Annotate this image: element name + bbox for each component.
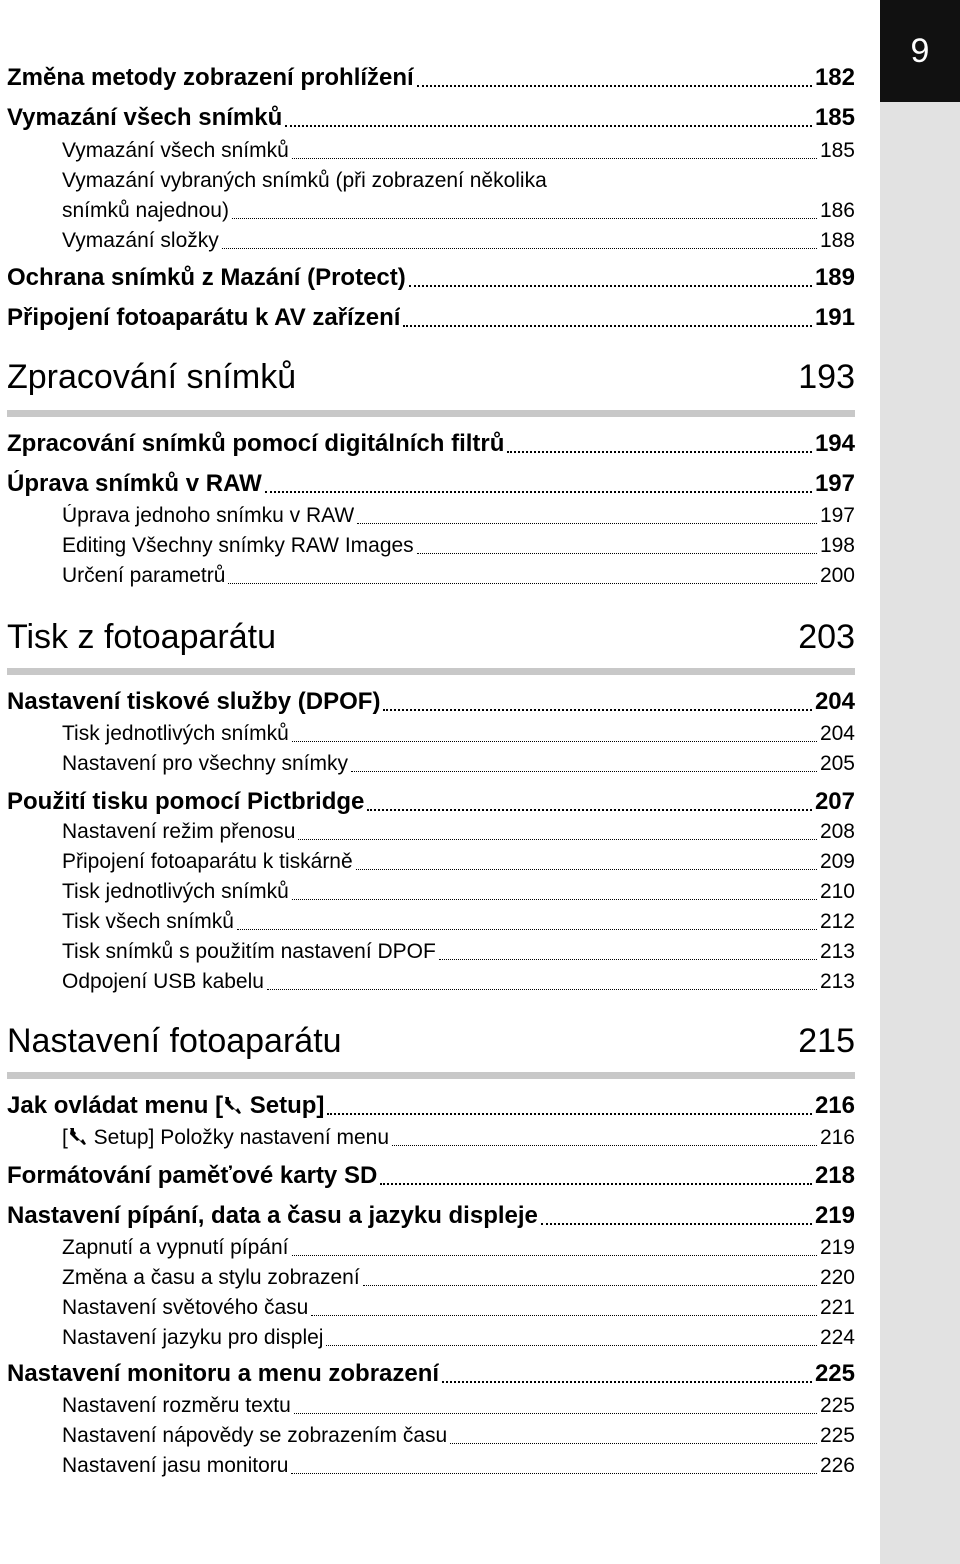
page-number: 225 — [819, 1424, 855, 1447]
page-number: 213 — [819, 940, 855, 963]
page-number: 204 — [814, 688, 855, 715]
dot-leader — [291, 1473, 817, 1474]
toc-entry-title — [62, 1394, 291, 1418]
toc-entry[interactable] — [7, 1424, 855, 1448]
dot-leader — [409, 285, 812, 287]
dot-leader — [292, 158, 817, 159]
section-divider — [7, 410, 855, 417]
toc-entry-text: Tisk snímků s použitím nastavení DPOF — [62, 940, 436, 963]
page-number: 216 — [814, 1092, 855, 1119]
page-number: 209 — [819, 850, 855, 873]
toc-entry-text: Nastavení fotoaparátu — [7, 1022, 342, 1060]
toc-entry-title — [62, 1454, 288, 1478]
chapter-side-strip — [880, 0, 960, 1564]
chapter-heading[interactable] — [7, 358, 855, 397]
page-number: 182 — [814, 64, 855, 91]
toc-entry-text: Jak ovládat menu [ — [7, 1092, 224, 1119]
toc-entry-title — [7, 618, 276, 657]
toc-entry[interactable] — [7, 169, 855, 193]
toc-entry-text: Zapnutí a vypnutí pípání — [62, 1236, 289, 1259]
page-number: 188 — [819, 229, 855, 252]
dot-leader — [298, 839, 817, 840]
toc-entry[interactable] — [7, 199, 855, 223]
toc-entry-title — [7, 1202, 538, 1230]
toc-entry-title — [62, 1266, 360, 1290]
toc-entry-title — [7, 264, 406, 292]
toc-entry-title — [62, 850, 353, 874]
toc-entry-title — [7, 788, 364, 816]
toc-entry-title — [62, 1296, 308, 1320]
dot-leader — [294, 1413, 817, 1414]
page-number: 193 — [798, 358, 855, 396]
chapter-tab — [880, 0, 960, 102]
toc-entry[interactable] — [7, 970, 855, 994]
dot-leader — [285, 125, 812, 127]
toc-entry[interactable] — [7, 139, 855, 163]
toc-entry-title — [7, 1022, 342, 1061]
chapter-number: 9 — [910, 31, 930, 70]
toc-entry-text: Nastavení pro všechny snímky — [62, 752, 348, 775]
page-number: 212 — [819, 910, 855, 933]
toc-entry-text: Vymazání všech snímků — [62, 139, 289, 162]
dot-leader — [356, 869, 817, 870]
toc-entry-text: Odpojení USB kabelu — [62, 970, 264, 993]
dot-leader — [357, 523, 817, 524]
toc-entry-text: Nastavení světového času — [62, 1296, 309, 1319]
toc-entry[interactable] — [7, 264, 855, 292]
toc-entry-title — [7, 304, 400, 332]
dot-leader — [417, 85, 812, 87]
toc-entry[interactable] — [7, 564, 855, 588]
page-number: 213 — [819, 970, 855, 993]
toc-entry[interactable] — [7, 104, 855, 132]
toc-entry-title — [62, 1424, 447, 1448]
toc-entry-text: snímků najednou) — [62, 199, 229, 222]
dot-leader — [367, 809, 812, 811]
toc-entry[interactable] — [7, 880, 855, 904]
toc-entry-text: Formátování paměťové karty SD — [7, 1162, 378, 1189]
toc-entry-text: Úprava jednoho snímku v RAW — [62, 504, 355, 527]
section-divider — [7, 668, 855, 675]
toc-entry[interactable] — [7, 64, 855, 92]
dot-leader — [232, 218, 817, 219]
toc-entry-text: Nastavení rozměru textu — [62, 1394, 291, 1417]
page-number: 189 — [814, 264, 855, 291]
page-number: 207 — [814, 788, 855, 815]
wrench-icon — [223, 1095, 243, 1115]
toc-entry-title — [7, 430, 504, 458]
page-number: 205 — [819, 752, 855, 775]
toc-entry-text: Nastavení jasu monitoru — [62, 1454, 289, 1477]
page-number: 200 — [819, 564, 855, 587]
toc-entry-text-after: Setup] — [243, 1092, 325, 1119]
dot-leader — [507, 451, 812, 453]
toc-entry-text: Použití tisku pomocí Pictbridge — [7, 788, 365, 815]
page-number: 220 — [819, 1266, 855, 1289]
page-number: 218 — [814, 1162, 855, 1189]
toc-entry-text: Nastavení pípání, data a času a jazyku displeje — [7, 1202, 538, 1229]
toc-entry-title — [62, 199, 229, 223]
page-number: 194 — [814, 430, 855, 457]
page-number: 224 — [819, 1326, 855, 1349]
toc-entry-text: Vymazání složky — [62, 229, 219, 252]
toc-entry-title — [62, 1326, 323, 1350]
toc-entry-title — [62, 970, 264, 994]
toc-entry-title — [62, 722, 289, 746]
page-number: 191 — [814, 304, 855, 331]
toc-entry[interactable] — [7, 1326, 855, 1350]
toc-entry-title — [62, 169, 547, 193]
dot-leader — [292, 1255, 817, 1256]
toc-entry-text: Připojení fotoaparátu k tiskárně — [62, 850, 353, 873]
toc-entry-text: Editing Všechny snímky RAW Images — [62, 534, 414, 557]
toc-entry-text: Tisk z fotoaparátu — [7, 618, 276, 656]
page-number: 185 — [819, 139, 855, 162]
toc-entry-text: Úprava snímků v RAW — [7, 470, 262, 497]
toc-entry-text: Změna a času a stylu zobrazení — [62, 1266, 360, 1289]
toc-entry-text: Změna metody zobrazení prohlížení — [7, 64, 414, 91]
dot-leader — [265, 491, 812, 493]
toc-entry-text: Nastavení jazyku pro displej — [62, 1326, 324, 1349]
toc-entry-title — [62, 880, 289, 904]
dot-leader — [326, 1345, 816, 1346]
toc-entry-text: Nastavení tiskové služby (DPOF) — [7, 688, 381, 715]
toc-entry[interactable] — [7, 504, 855, 528]
toc-entry-text: Zpracování snímků — [7, 358, 297, 396]
toc-entry[interactable] — [7, 788, 855, 816]
dot-leader — [439, 959, 817, 960]
toc-entry-title — [62, 1126, 389, 1150]
toc-entry-text: Ochrana snímků z Mazání (Protect) — [7, 264, 406, 291]
toc-entry-title — [7, 1360, 439, 1388]
chapter-heading[interactable] — [7, 1022, 855, 1061]
wrench-icon — [68, 1126, 88, 1146]
dot-leader — [327, 1113, 812, 1115]
page-number: 221 — [819, 1296, 855, 1319]
page-number: 219 — [814, 1202, 855, 1229]
toc-entry-title — [7, 104, 282, 132]
toc-entry-title — [62, 139, 289, 163]
dot-leader — [541, 1223, 812, 1225]
toc-entry[interactable] — [7, 534, 855, 558]
toc-entry-title — [7, 358, 296, 397]
dot-leader — [380, 1183, 812, 1185]
toc-entry-text: Tisk všech snímků — [62, 910, 234, 933]
toc-entry-text: Zpracování snímků pomocí digitálních filtrů — [7, 430, 505, 457]
page-number: 225 — [814, 1360, 855, 1387]
chapter-heading[interactable] — [7, 618, 855, 657]
toc-entry[interactable] — [7, 1360, 855, 1388]
toc-entry[interactable] — [7, 1092, 855, 1120]
toc-entry-text: Vymazání všech snímků — [7, 104, 283, 131]
toc-entry-text: Nastavení režim přenosu — [62, 820, 296, 843]
page-number: 216 — [819, 1126, 855, 1149]
toc-entry-title — [62, 534, 414, 558]
page-number: 186 — [819, 199, 855, 222]
page-number: 226 — [819, 1454, 855, 1477]
dot-leader — [450, 1443, 817, 1444]
toc-entry[interactable] — [7, 1454, 855, 1478]
toc-entry-title — [62, 820, 295, 844]
toc-entry[interactable] — [7, 1266, 855, 1290]
page-number: 208 — [819, 820, 855, 843]
toc-entry-title — [62, 910, 234, 934]
toc-entry-text: Připojení fotoaparátu k AV zařízení — [7, 304, 401, 331]
page-number: 215 — [798, 1022, 855, 1060]
dot-leader — [292, 741, 817, 742]
toc-entry[interactable] — [7, 688, 855, 716]
toc-entry-title — [7, 64, 414, 92]
dot-leader — [237, 929, 817, 930]
page-number: 203 — [798, 618, 855, 656]
toc-entry[interactable] — [7, 722, 855, 746]
page-number: 210 — [819, 880, 855, 903]
page-number: 219 — [819, 1236, 855, 1259]
dot-leader — [403, 325, 812, 327]
dot-leader — [363, 1285, 817, 1286]
dot-leader — [311, 1315, 817, 1316]
toc-entry[interactable] — [7, 940, 855, 964]
toc-entry-title — [7, 1162, 377, 1190]
toc-entry[interactable] — [7, 1162, 855, 1190]
dot-leader — [442, 1381, 812, 1383]
toc-entry[interactable] — [7, 752, 855, 776]
toc-entry-title — [7, 1092, 324, 1120]
toc-entry-text: Vymazání vybraných snímků (při zobrazení několika — [62, 169, 547, 192]
toc-entry-title — [62, 564, 225, 588]
toc-entry[interactable] — [7, 229, 855, 253]
toc-entry-text: Určení parametrů — [62, 564, 226, 587]
toc-entry-text: Nastavení monitoru a menu zobrazení — [7, 1360, 440, 1387]
toc-entry[interactable] — [7, 1394, 855, 1418]
dot-leader — [292, 899, 817, 900]
toc-entry[interactable] — [7, 1126, 855, 1150]
toc-entry-text: Nastavení nápovědy se zobrazením času — [62, 1424, 448, 1447]
section-divider — [7, 1072, 855, 1079]
page-number: 225 — [819, 1394, 855, 1417]
dot-leader — [222, 248, 817, 249]
dot-leader — [351, 771, 817, 772]
toc-entry[interactable] — [7, 1236, 855, 1260]
toc-entry-text-after: Setup] Položky nastavení menu — [87, 1126, 390, 1149]
toc-entry-title — [7, 470, 262, 498]
toc-entry[interactable] — [7, 1202, 855, 1230]
dot-leader — [228, 583, 817, 584]
toc-entry-title — [62, 1236, 289, 1260]
toc-entry[interactable] — [7, 910, 855, 934]
toc-entry[interactable] — [7, 1296, 855, 1320]
toc-entry-title — [7, 688, 380, 716]
toc-entry-title — [62, 504, 354, 528]
dot-leader — [267, 989, 817, 990]
toc-entry[interactable] — [7, 850, 855, 874]
toc-entry[interactable] — [7, 470, 855, 498]
toc-entry-title — [62, 752, 348, 776]
dot-leader — [383, 709, 812, 711]
toc-entry-text: Tisk jednotlivých snímků — [62, 722, 289, 745]
page-number: 204 — [819, 722, 855, 745]
toc-entry-text: [ — [62, 1126, 68, 1149]
toc-entry[interactable] — [7, 820, 855, 844]
dot-leader — [392, 1145, 817, 1146]
dot-leader — [417, 553, 817, 554]
toc-entry-text: Tisk jednotlivých snímků — [62, 880, 289, 903]
page-number: 197 — [814, 470, 855, 497]
toc-entry-title — [62, 229, 219, 253]
page-number: 185 — [814, 104, 855, 131]
toc-entry[interactable] — [7, 430, 855, 458]
page-number: 198 — [819, 534, 855, 557]
toc-entry-title — [62, 940, 436, 964]
page-number: 197 — [819, 504, 855, 527]
toc-entry[interactable] — [7, 304, 855, 332]
